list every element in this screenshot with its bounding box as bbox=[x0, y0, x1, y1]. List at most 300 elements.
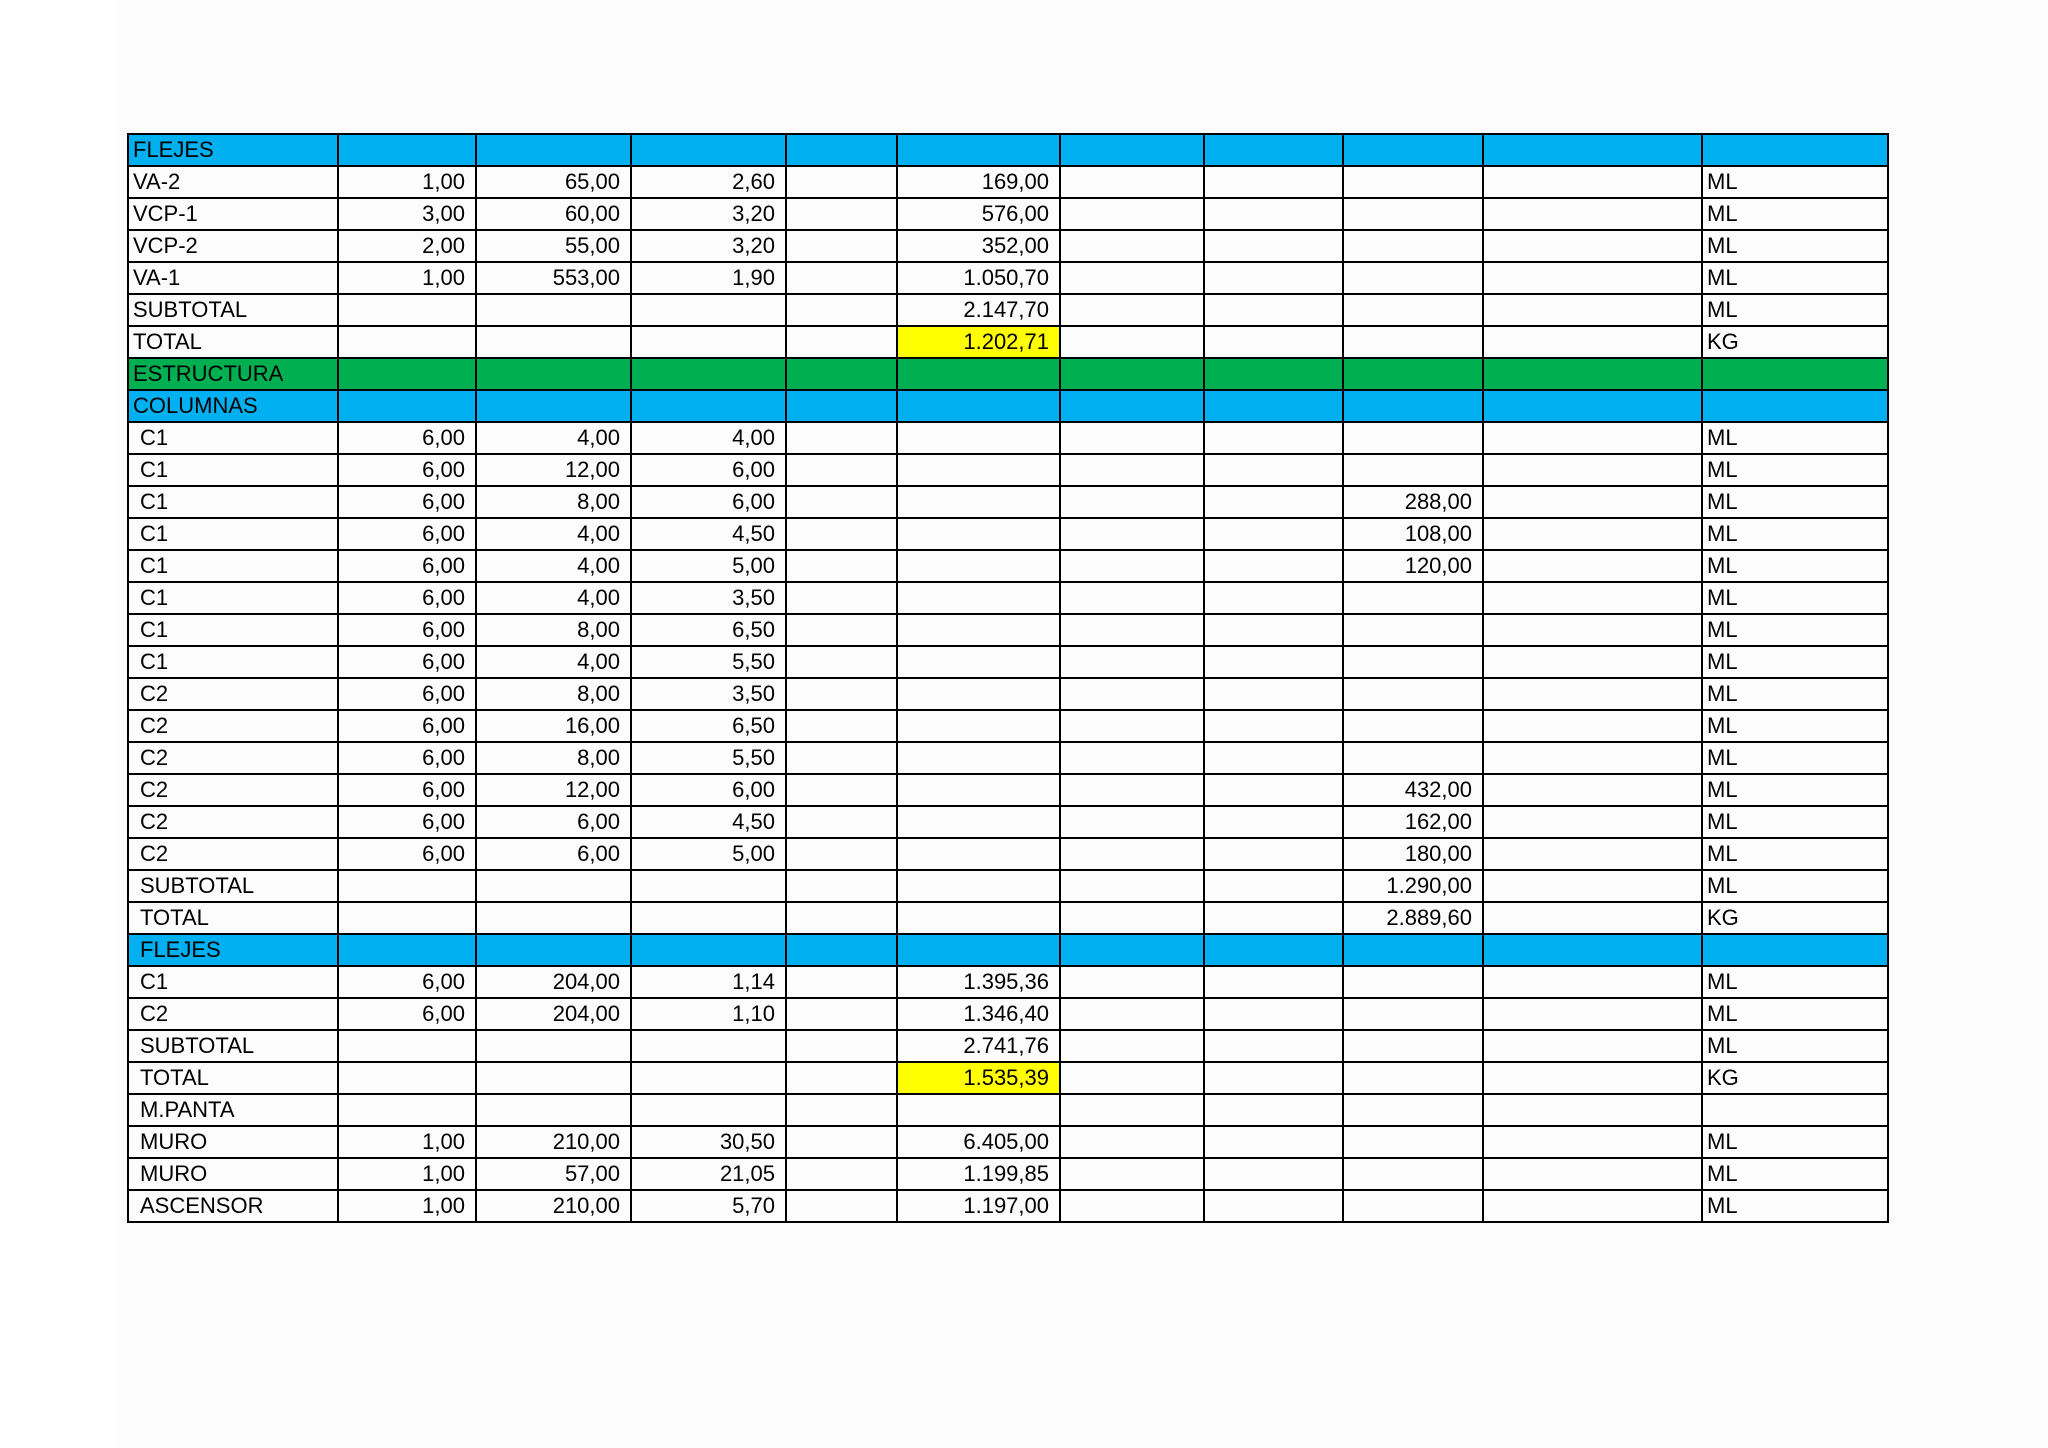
value-cell[interactable] bbox=[631, 934, 786, 966]
value-cell[interactable] bbox=[631, 1030, 786, 1062]
value-cell[interactable] bbox=[1483, 998, 1702, 1030]
row-label-cell[interactable]: C1 bbox=[128, 518, 338, 550]
value-cell[interactable] bbox=[631, 902, 786, 934]
value-cell[interactable] bbox=[1343, 326, 1483, 358]
value-cell[interactable]: 6,50 bbox=[631, 710, 786, 742]
value-cell[interactable] bbox=[786, 966, 897, 998]
value-cell[interactable]: 8,00 bbox=[476, 614, 631, 646]
value-cell[interactable] bbox=[897, 518, 1060, 550]
value-cell[interactable] bbox=[1343, 198, 1483, 230]
unit-cell[interactable]: ML bbox=[1702, 230, 1888, 262]
value-cell[interactable] bbox=[1204, 326, 1343, 358]
value-cell[interactable] bbox=[1204, 166, 1343, 198]
value-cell[interactable]: 1,00 bbox=[338, 166, 476, 198]
value-cell[interactable] bbox=[1483, 902, 1702, 934]
value-cell[interactable] bbox=[631, 326, 786, 358]
value-cell[interactable]: 1,00 bbox=[338, 1126, 476, 1158]
value-cell[interactable] bbox=[476, 902, 631, 934]
value-cell[interactable] bbox=[1204, 678, 1343, 710]
value-cell[interactable] bbox=[1060, 966, 1204, 998]
value-cell[interactable]: 6,00 bbox=[338, 550, 476, 582]
value-cell[interactable] bbox=[338, 294, 476, 326]
value-cell[interactable]: 55,00 bbox=[476, 230, 631, 262]
value-cell[interactable] bbox=[786, 838, 897, 870]
row-label-cell[interactable]: C2 bbox=[128, 774, 338, 806]
row-label-cell[interactable]: C1 bbox=[128, 646, 338, 678]
unit-cell[interactable]: ML bbox=[1702, 262, 1888, 294]
value-cell[interactable] bbox=[476, 358, 631, 390]
value-cell[interactable] bbox=[1060, 678, 1204, 710]
row-label-cell[interactable]: C1 bbox=[128, 454, 338, 486]
row-label-cell[interactable]: FLEJES bbox=[128, 934, 338, 966]
value-cell[interactable] bbox=[1483, 1190, 1702, 1222]
value-cell[interactable]: 3,20 bbox=[631, 198, 786, 230]
value-cell[interactable] bbox=[1483, 1062, 1702, 1094]
value-cell[interactable] bbox=[1204, 1190, 1343, 1222]
value-cell[interactable]: 576,00 bbox=[897, 198, 1060, 230]
value-cell[interactable] bbox=[1343, 678, 1483, 710]
value-cell[interactable] bbox=[1343, 358, 1483, 390]
value-cell[interactable] bbox=[1060, 230, 1204, 262]
value-cell[interactable]: 1.395,36 bbox=[897, 966, 1060, 998]
value-cell[interactable] bbox=[1483, 678, 1702, 710]
value-cell[interactable] bbox=[1060, 1030, 1204, 1062]
value-cell[interactable]: 4,50 bbox=[631, 518, 786, 550]
value-cell[interactable] bbox=[1060, 134, 1204, 166]
value-cell[interactable] bbox=[786, 902, 897, 934]
value-cell[interactable]: 1.346,40 bbox=[897, 998, 1060, 1030]
value-cell[interactable] bbox=[1483, 358, 1702, 390]
value-cell[interactable] bbox=[897, 486, 1060, 518]
unit-cell[interactable]: ML bbox=[1702, 806, 1888, 838]
unit-cell[interactable]: ML bbox=[1702, 710, 1888, 742]
value-cell[interactable] bbox=[1343, 294, 1483, 326]
value-cell[interactable] bbox=[786, 646, 897, 678]
value-cell[interactable] bbox=[1060, 742, 1204, 774]
value-cell[interactable] bbox=[476, 390, 631, 422]
value-cell[interactable] bbox=[1204, 806, 1343, 838]
row-label-cell[interactable]: C1 bbox=[128, 966, 338, 998]
value-cell[interactable] bbox=[476, 134, 631, 166]
value-cell[interactable] bbox=[786, 1062, 897, 1094]
value-cell[interactable]: 8,00 bbox=[476, 678, 631, 710]
unit-cell[interactable]: ML bbox=[1702, 870, 1888, 902]
value-cell[interactable] bbox=[1483, 262, 1702, 294]
value-cell[interactable] bbox=[1204, 1158, 1343, 1190]
value-cell[interactable]: 1,14 bbox=[631, 966, 786, 998]
row-label-cell[interactable]: C2 bbox=[128, 838, 338, 870]
value-cell[interactable] bbox=[1483, 582, 1702, 614]
value-cell[interactable] bbox=[1204, 998, 1343, 1030]
value-cell[interactable] bbox=[786, 934, 897, 966]
row-label-cell[interactable]: SUBTOTAL bbox=[128, 870, 338, 902]
value-cell[interactable]: 6,00 bbox=[338, 774, 476, 806]
value-cell[interactable] bbox=[1060, 710, 1204, 742]
value-cell[interactable] bbox=[1060, 454, 1204, 486]
value-cell[interactable] bbox=[786, 614, 897, 646]
value-cell[interactable] bbox=[1483, 422, 1702, 454]
row-label-cell[interactable]: C2 bbox=[128, 806, 338, 838]
value-cell[interactable] bbox=[786, 358, 897, 390]
value-cell[interactable]: 1,00 bbox=[338, 1190, 476, 1222]
value-cell[interactable] bbox=[786, 262, 897, 294]
value-cell[interactable] bbox=[1060, 1190, 1204, 1222]
value-cell[interactable]: 6,00 bbox=[476, 838, 631, 870]
value-cell[interactable]: 6,00 bbox=[631, 454, 786, 486]
row-label-cell[interactable]: C1 bbox=[128, 582, 338, 614]
unit-cell[interactable]: ML bbox=[1702, 1126, 1888, 1158]
value-cell[interactable] bbox=[1060, 486, 1204, 518]
value-cell[interactable] bbox=[897, 678, 1060, 710]
value-cell[interactable] bbox=[786, 1126, 897, 1158]
value-cell[interactable] bbox=[1204, 486, 1343, 518]
value-cell[interactable]: 210,00 bbox=[476, 1126, 631, 1158]
value-cell[interactable] bbox=[1343, 614, 1483, 646]
value-cell[interactable]: 6,00 bbox=[338, 646, 476, 678]
value-cell[interactable] bbox=[1204, 134, 1343, 166]
value-cell[interactable] bbox=[1060, 838, 1204, 870]
unit-cell[interactable]: ML bbox=[1702, 614, 1888, 646]
value-cell[interactable]: 60,00 bbox=[476, 198, 631, 230]
value-cell[interactable] bbox=[1060, 646, 1204, 678]
value-cell[interactable] bbox=[1204, 710, 1343, 742]
value-cell[interactable] bbox=[1204, 934, 1343, 966]
value-cell[interactable] bbox=[897, 742, 1060, 774]
value-cell[interactable] bbox=[338, 358, 476, 390]
value-cell[interactable] bbox=[786, 998, 897, 1030]
value-cell[interactable] bbox=[1483, 710, 1702, 742]
value-cell[interactable]: 6,00 bbox=[338, 742, 476, 774]
value-cell[interactable]: 3,00 bbox=[338, 198, 476, 230]
value-cell[interactable]: 169,00 bbox=[897, 166, 1060, 198]
value-cell[interactable]: 3,50 bbox=[631, 678, 786, 710]
unit-cell[interactable]: ML bbox=[1702, 678, 1888, 710]
value-cell[interactable] bbox=[1343, 582, 1483, 614]
value-cell[interactable] bbox=[1483, 518, 1702, 550]
value-cell[interactable]: 432,00 bbox=[1343, 774, 1483, 806]
value-cell[interactable]: 6,00 bbox=[338, 454, 476, 486]
value-cell[interactable] bbox=[1204, 774, 1343, 806]
row-label-cell[interactable]: C1 bbox=[128, 614, 338, 646]
value-cell[interactable] bbox=[897, 582, 1060, 614]
row-label-cell[interactable]: MURO bbox=[128, 1126, 338, 1158]
value-cell[interactable] bbox=[1483, 1094, 1702, 1126]
value-cell[interactable] bbox=[786, 1030, 897, 1062]
value-cell[interactable]: 12,00 bbox=[476, 454, 631, 486]
value-cell[interactable]: 6,00 bbox=[338, 486, 476, 518]
value-cell[interactable] bbox=[631, 390, 786, 422]
value-cell[interactable] bbox=[786, 230, 897, 262]
value-cell[interactable]: 3,50 bbox=[631, 582, 786, 614]
value-cell[interactable] bbox=[897, 614, 1060, 646]
value-cell[interactable] bbox=[897, 134, 1060, 166]
value-cell[interactable] bbox=[1343, 742, 1483, 774]
value-cell[interactable] bbox=[897, 550, 1060, 582]
value-cell[interactable] bbox=[1483, 550, 1702, 582]
value-cell[interactable] bbox=[1343, 230, 1483, 262]
value-cell[interactable]: 2,00 bbox=[338, 230, 476, 262]
value-cell[interactable]: 12,00 bbox=[476, 774, 631, 806]
value-cell[interactable] bbox=[1483, 646, 1702, 678]
row-label-cell[interactable]: COLUMNAS bbox=[128, 390, 338, 422]
value-cell[interactable]: 4,00 bbox=[476, 582, 631, 614]
value-cell[interactable] bbox=[1483, 294, 1702, 326]
unit-cell[interactable]: ML bbox=[1702, 1158, 1888, 1190]
value-cell[interactable]: 6,00 bbox=[338, 422, 476, 454]
value-cell[interactable] bbox=[1204, 614, 1343, 646]
value-cell[interactable] bbox=[897, 358, 1060, 390]
value-cell[interactable] bbox=[338, 326, 476, 358]
unit-cell[interactable]: ML bbox=[1702, 1190, 1888, 1222]
value-cell[interactable]: 6,00 bbox=[338, 518, 476, 550]
value-cell[interactable] bbox=[1204, 902, 1343, 934]
value-cell[interactable] bbox=[897, 422, 1060, 454]
value-cell[interactable] bbox=[1343, 454, 1483, 486]
value-cell[interactable] bbox=[786, 166, 897, 198]
value-cell[interactable] bbox=[1483, 966, 1702, 998]
value-cell[interactable]: 57,00 bbox=[476, 1158, 631, 1190]
value-cell[interactable]: 6,00 bbox=[338, 582, 476, 614]
value-cell[interactable]: 6,00 bbox=[338, 966, 476, 998]
value-cell[interactable] bbox=[786, 326, 897, 358]
unit-cell[interactable]: KG bbox=[1702, 1062, 1888, 1094]
row-label-cell[interactable]: C1 bbox=[128, 550, 338, 582]
value-cell[interactable] bbox=[1483, 134, 1702, 166]
value-cell[interactable]: 6,00 bbox=[338, 710, 476, 742]
value-cell[interactable] bbox=[476, 870, 631, 902]
value-cell[interactable] bbox=[631, 870, 786, 902]
value-cell[interactable] bbox=[1204, 454, 1343, 486]
value-cell[interactable] bbox=[897, 390, 1060, 422]
unit-cell[interactable]: ML bbox=[1702, 774, 1888, 806]
value-cell[interactable] bbox=[1060, 262, 1204, 294]
value-cell[interactable]: 1,00 bbox=[338, 262, 476, 294]
value-cell[interactable] bbox=[1204, 870, 1343, 902]
row-label-cell[interactable]: C2 bbox=[128, 742, 338, 774]
row-label-cell[interactable]: C2 bbox=[128, 998, 338, 1030]
value-cell[interactable] bbox=[1343, 134, 1483, 166]
value-cell[interactable] bbox=[897, 838, 1060, 870]
value-cell[interactable] bbox=[786, 742, 897, 774]
value-cell[interactable] bbox=[897, 1094, 1060, 1126]
value-cell[interactable] bbox=[1060, 774, 1204, 806]
unit-cell[interactable]: ML bbox=[1702, 422, 1888, 454]
value-cell[interactable] bbox=[1483, 838, 1702, 870]
row-label-cell[interactable]: C2 bbox=[128, 678, 338, 710]
value-cell[interactable] bbox=[897, 454, 1060, 486]
value-cell[interactable] bbox=[1060, 1094, 1204, 1126]
value-cell[interactable] bbox=[1204, 1126, 1343, 1158]
value-cell[interactable] bbox=[1060, 550, 1204, 582]
value-cell[interactable]: 180,00 bbox=[1343, 838, 1483, 870]
value-cell[interactable]: 2,60 bbox=[631, 166, 786, 198]
value-cell[interactable] bbox=[1343, 934, 1483, 966]
value-cell[interactable] bbox=[897, 710, 1060, 742]
value-cell[interactable] bbox=[1204, 646, 1343, 678]
value-cell[interactable]: 1.197,00 bbox=[897, 1190, 1060, 1222]
value-cell[interactable]: 1,10 bbox=[631, 998, 786, 1030]
value-cell[interactable]: 204,00 bbox=[476, 966, 631, 998]
row-label-cell[interactable]: ESTRUCTURA bbox=[128, 358, 338, 390]
value-cell[interactable] bbox=[786, 134, 897, 166]
value-cell[interactable] bbox=[1483, 198, 1702, 230]
value-cell[interactable]: 5,50 bbox=[631, 742, 786, 774]
value-cell[interactable]: 1.199,85 bbox=[897, 1158, 1060, 1190]
value-cell[interactable] bbox=[1483, 390, 1702, 422]
unit-cell[interactable]: KG bbox=[1702, 326, 1888, 358]
value-cell[interactable] bbox=[786, 198, 897, 230]
value-cell[interactable] bbox=[786, 518, 897, 550]
value-cell[interactable] bbox=[1204, 550, 1343, 582]
value-cell[interactable]: 4,00 bbox=[476, 550, 631, 582]
value-cell[interactable] bbox=[786, 774, 897, 806]
value-cell[interactable] bbox=[338, 1062, 476, 1094]
value-cell[interactable]: 6,00 bbox=[338, 998, 476, 1030]
value-cell[interactable]: 16,00 bbox=[476, 710, 631, 742]
value-cell[interactable] bbox=[1483, 486, 1702, 518]
value-cell[interactable]: 4,00 bbox=[476, 518, 631, 550]
value-cell[interactable]: 4,00 bbox=[476, 422, 631, 454]
value-cell[interactable] bbox=[1483, 774, 1702, 806]
value-cell[interactable] bbox=[786, 454, 897, 486]
value-cell[interactable]: 2.741,76 bbox=[897, 1030, 1060, 1062]
value-cell[interactable] bbox=[897, 870, 1060, 902]
row-label-cell[interactable]: SUBTOTAL bbox=[128, 1030, 338, 1062]
value-cell[interactable] bbox=[1060, 198, 1204, 230]
value-cell[interactable] bbox=[1483, 1030, 1702, 1062]
value-cell[interactable]: 65,00 bbox=[476, 166, 631, 198]
unit-cell[interactable]: ML bbox=[1702, 838, 1888, 870]
value-cell[interactable] bbox=[1483, 454, 1702, 486]
value-cell[interactable] bbox=[1060, 1062, 1204, 1094]
unit-cell[interactable] bbox=[1702, 358, 1888, 390]
value-cell[interactable] bbox=[1483, 1158, 1702, 1190]
value-cell[interactable] bbox=[631, 1062, 786, 1094]
value-cell[interactable]: 6,00 bbox=[338, 678, 476, 710]
value-cell[interactable] bbox=[1343, 1062, 1483, 1094]
value-cell[interactable] bbox=[1204, 1094, 1343, 1126]
row-label-cell[interactable]: ASCENSOR bbox=[128, 1190, 338, 1222]
value-cell[interactable] bbox=[1204, 422, 1343, 454]
value-cell[interactable]: 1,00 bbox=[338, 1158, 476, 1190]
row-label-cell[interactable]: MURO bbox=[128, 1158, 338, 1190]
value-cell[interactable] bbox=[338, 934, 476, 966]
value-cell[interactable] bbox=[1483, 230, 1702, 262]
value-cell[interactable] bbox=[1343, 1190, 1483, 1222]
value-cell[interactable]: 30,50 bbox=[631, 1126, 786, 1158]
value-cell[interactable] bbox=[786, 1190, 897, 1222]
value-cell[interactable] bbox=[1343, 1158, 1483, 1190]
value-cell[interactable]: 6,00 bbox=[338, 614, 476, 646]
value-cell[interactable]: 553,00 bbox=[476, 262, 631, 294]
unit-cell[interactable]: ML bbox=[1702, 294, 1888, 326]
value-cell[interactable]: 108,00 bbox=[1343, 518, 1483, 550]
value-cell[interactable] bbox=[1483, 934, 1702, 966]
value-cell[interactable] bbox=[476, 294, 631, 326]
value-cell[interactable] bbox=[1204, 582, 1343, 614]
value-cell[interactable] bbox=[1343, 646, 1483, 678]
value-cell[interactable] bbox=[897, 934, 1060, 966]
row-label-cell[interactable]: SUBTOTAL bbox=[128, 294, 338, 326]
value-cell[interactable] bbox=[1483, 742, 1702, 774]
value-cell[interactable] bbox=[786, 678, 897, 710]
value-cell[interactable]: 210,00 bbox=[476, 1190, 631, 1222]
value-cell[interactable] bbox=[897, 902, 1060, 934]
value-cell[interactable] bbox=[476, 326, 631, 358]
value-cell[interactable] bbox=[1060, 1158, 1204, 1190]
value-cell[interactable]: 4,50 bbox=[631, 806, 786, 838]
value-cell[interactable]: 288,00 bbox=[1343, 486, 1483, 518]
value-cell[interactable] bbox=[338, 134, 476, 166]
value-cell[interactable]: 2.147,70 bbox=[897, 294, 1060, 326]
unit-cell[interactable]: ML bbox=[1702, 198, 1888, 230]
value-cell[interactable] bbox=[1060, 326, 1204, 358]
value-cell[interactable] bbox=[1060, 870, 1204, 902]
unit-cell[interactable]: ML bbox=[1702, 454, 1888, 486]
value-cell[interactable]: 5,70 bbox=[631, 1190, 786, 1222]
row-label-cell[interactable]: M.PANTA bbox=[128, 1094, 338, 1126]
value-cell[interactable] bbox=[338, 902, 476, 934]
unit-cell[interactable] bbox=[1702, 1094, 1888, 1126]
value-cell[interactable]: 1,90 bbox=[631, 262, 786, 294]
value-cell[interactable] bbox=[476, 1094, 631, 1126]
value-cell[interactable] bbox=[1343, 1030, 1483, 1062]
value-cell[interactable] bbox=[897, 774, 1060, 806]
value-cell[interactable] bbox=[1060, 166, 1204, 198]
value-cell[interactable] bbox=[1060, 902, 1204, 934]
value-cell[interactable] bbox=[1060, 934, 1204, 966]
value-cell[interactable] bbox=[786, 390, 897, 422]
row-label-cell[interactable]: VA-2 bbox=[128, 166, 338, 198]
value-cell[interactable] bbox=[786, 422, 897, 454]
value-cell[interactable] bbox=[1343, 710, 1483, 742]
value-cell[interactable] bbox=[1060, 422, 1204, 454]
value-cell[interactable]: 1.290,00 bbox=[1343, 870, 1483, 902]
value-cell[interactable]: 6,00 bbox=[631, 774, 786, 806]
value-cell[interactable] bbox=[1204, 390, 1343, 422]
row-label-cell[interactable]: VCP-2 bbox=[128, 230, 338, 262]
value-cell[interactable] bbox=[1343, 1094, 1483, 1126]
value-cell[interactable] bbox=[1204, 198, 1343, 230]
value-cell[interactable] bbox=[1060, 390, 1204, 422]
value-cell[interactable] bbox=[897, 646, 1060, 678]
value-cell[interactable] bbox=[1204, 262, 1343, 294]
value-cell[interactable]: 8,00 bbox=[476, 486, 631, 518]
value-cell[interactable] bbox=[338, 870, 476, 902]
value-cell[interactable] bbox=[1204, 1030, 1343, 1062]
unit-cell[interactable]: ML bbox=[1702, 966, 1888, 998]
value-cell[interactable] bbox=[338, 1094, 476, 1126]
value-cell[interactable] bbox=[1483, 326, 1702, 358]
value-cell[interactable] bbox=[786, 486, 897, 518]
value-cell[interactable] bbox=[1343, 998, 1483, 1030]
value-cell[interactable] bbox=[1204, 966, 1343, 998]
row-label-cell[interactable]: VA-1 bbox=[128, 262, 338, 294]
unit-cell[interactable]: ML bbox=[1702, 518, 1888, 550]
value-cell[interactable] bbox=[1060, 1126, 1204, 1158]
unit-cell[interactable]: ML bbox=[1702, 1030, 1888, 1062]
value-cell[interactable]: 21,05 bbox=[631, 1158, 786, 1190]
highlighted-total-cell[interactable]: 1.535,39 bbox=[897, 1062, 1060, 1094]
value-cell[interactable] bbox=[631, 294, 786, 326]
row-label-cell[interactable]: C2 bbox=[128, 710, 338, 742]
unit-cell[interactable]: ML bbox=[1702, 582, 1888, 614]
value-cell[interactable] bbox=[786, 806, 897, 838]
row-label-cell[interactable]: TOTAL bbox=[128, 902, 338, 934]
value-cell[interactable] bbox=[1483, 614, 1702, 646]
value-cell[interactable] bbox=[631, 134, 786, 166]
value-cell[interactable] bbox=[1204, 742, 1343, 774]
